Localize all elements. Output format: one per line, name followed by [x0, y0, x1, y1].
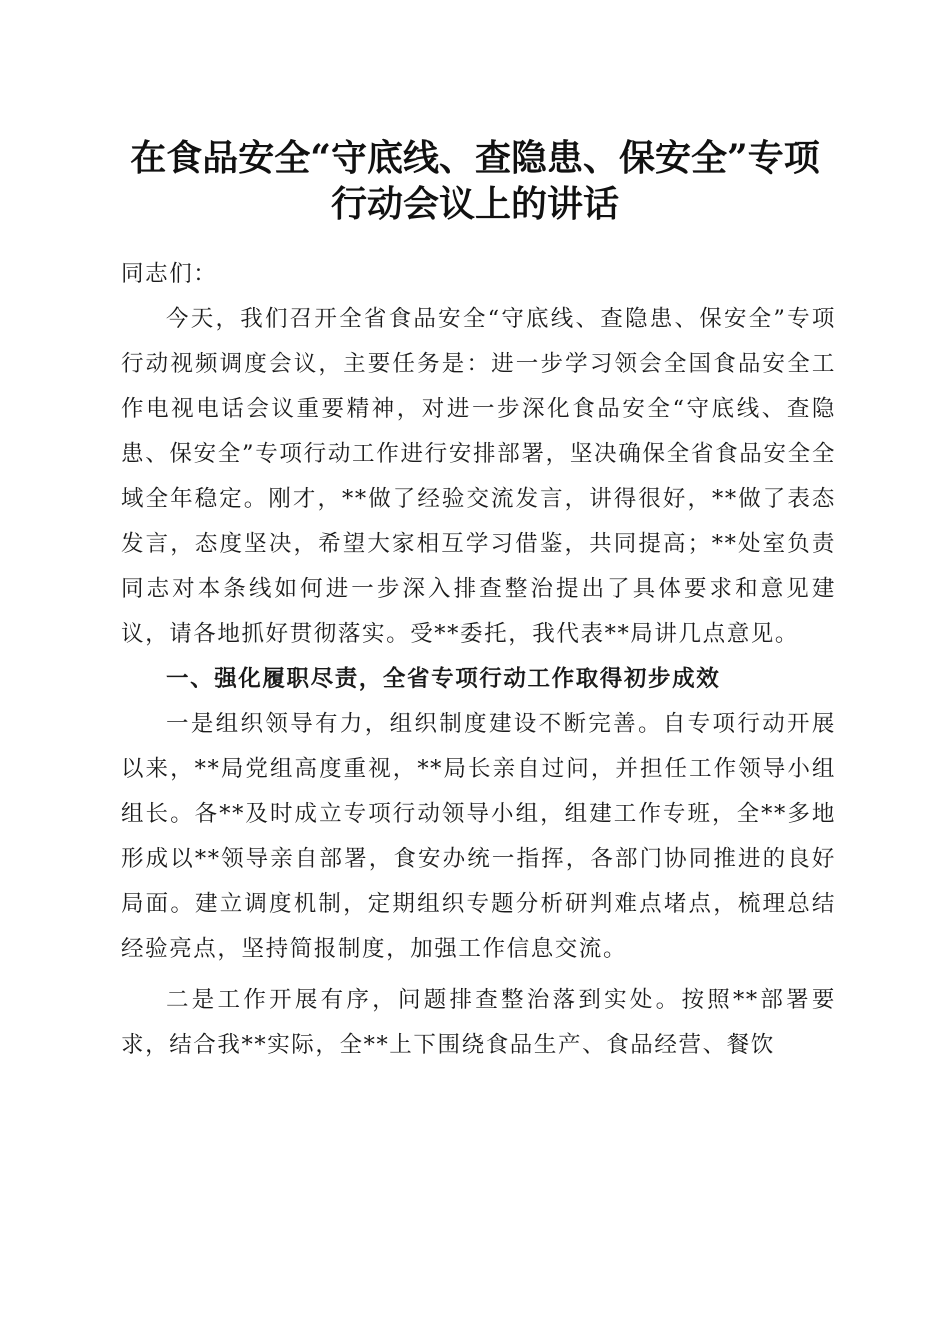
section-paragraph-2: 二是工作开展有序，问题排查整治落到实处。按照**部署要求，结合我**实际，全**上下围绕食品生产、食品经营、餐饮: [121, 987, 836, 1058]
title-line-2: 行动会议上的讲话: [330, 183, 619, 225]
section-heading: 一、强化履职尽责，全省专项行动工作取得初步成效: [166, 666, 721, 692]
intro-paragraph: 今天，我们召开全省食品安全“守底线、查隐患、保安全”专项行动视频调度会议，主要任务是：进一步学习领会全国食品安全工作电视电话会议重要精神，对进一步深化食品安全“守底线、查隐患、保安全”专项行动工作进行安排部署，坚决确保全省食品安全全域全年稳定。刚才，**做了经验交流发言，讲得很好，**做了表态发言，态度坚决，希望大家相互学习借鉴，共同提高；**处室负责同志对本条线如何进一步深入排查整治提出了具体要求和意见建议，请各地抓好贯彻落实。受**委托，我代表**局讲几点意见。: [121, 306, 836, 647]
document-title: [100, 135, 850, 227]
document-body: [121, 252, 836, 1068]
section-paragraph-1: 一是组织领导有力，组织制度建设不断完善。自专项行动开展以来，**局党组高度重视，**局长亲自过问，并担任工作领导小组组长。各**及时成立专项行动领导小组，组建工作专班，全**多地形成以**领导亲自部署，食安办统一指挥，各部门协同推进的良好局面。建立调度机制，定期组织专题分析研判难点堵点，梳理总结经验亮点，坚持简报制度，加强工作信息交流。: [121, 711, 836, 962]
salutation: 同志们：: [121, 261, 218, 287]
title-line-1: 在食品安全“守底线、查隐患、保安全”专项: [130, 137, 820, 179]
